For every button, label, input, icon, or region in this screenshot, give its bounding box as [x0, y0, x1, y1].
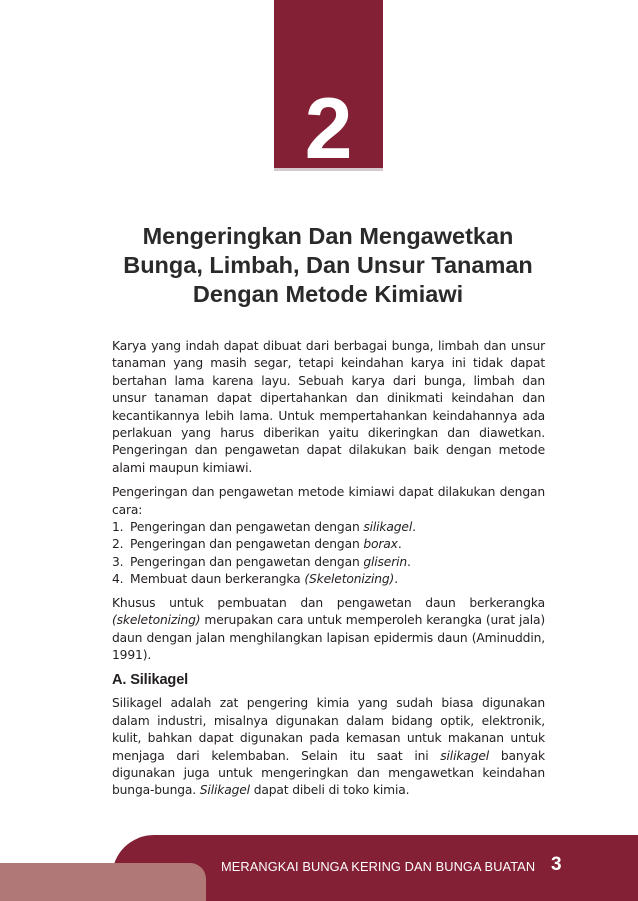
list-item — [112, 554, 545, 571]
list-item-text: Pengeringan dan pengawetan dengan — [130, 554, 364, 569]
silikagel-text-3: dapat dibeli di toko kimia. — [249, 783, 410, 798]
silikagel-text-2: banyak digunakan juga untuk mengeringkan dan mengawetkan keindahan bunga-bunga. — [112, 748, 545, 798]
list-item — [112, 536, 545, 553]
list-item-number: 2. — [112, 537, 124, 552]
chapter-title-line: Mengeringkan Dan Mengawetkan — [142, 223, 514, 249]
list-item-number: 4. — [112, 572, 124, 587]
list-item-end: . — [397, 537, 402, 552]
list-item-end: . — [394, 572, 398, 587]
footer-swatch — [0, 863, 206, 901]
silikagel-text-1: Silikagel adalah zat pengering kimia yang sudah biasa digunakan dalam industri, misalnya digunakan dalam bidang optik, elektronik, kulit, bahkan dapat digunakan pada kemasan untuk makanan untuk menjaga dari kelembaban. Selain itu saat ini — [112, 696, 545, 763]
chapter-body — [112, 338, 545, 807]
methods-list — [112, 519, 545, 589]
chapter-tab — [274, 0, 383, 177]
page-number: 3 — [551, 854, 562, 875]
silikagel-term: silikagel — [440, 748, 490, 763]
list-item-term: silikagel — [363, 520, 413, 535]
list-item-text: Pengeringan dan pengawetan dengan — [130, 520, 364, 535]
chapter-title-line: Bunga, Limbah, Dan Unsur Tanaman — [123, 252, 533, 278]
chapter-number: 2 — [304, 81, 353, 177]
list-item — [112, 519, 545, 536]
list-item-text: Pengeringan dan pengawetan dengan — [130, 537, 364, 552]
skeleton-paragraph — [112, 595, 545, 665]
list-item — [112, 571, 545, 588]
list-item-text: Membuat daun berkerangka — [130, 572, 305, 587]
skeleton-text-1: Khusus untuk pembuatan dan pengawetan daun berkerangka — [112, 595, 545, 610]
chapter-title-line: Dengan Metode Kimiawi — [192, 281, 464, 307]
list-item-number: 3. — [112, 554, 124, 569]
list-item-term: (Skeletonizing) — [304, 572, 395, 587]
methods-intro: Pengeringan dan pengawetan metode kimiawi dapat dilakukan dengan cara: — [112, 485, 545, 517]
silikagel-term: Silikagel — [199, 783, 250, 798]
list-item-end: . — [407, 554, 411, 569]
list-item-end: . — [412, 520, 416, 535]
skeleton-term: (skeletonizing) — [112, 613, 201, 628]
section-heading: A. Silikagel — [112, 672, 189, 689]
list-item-number: 1. — [112, 520, 124, 535]
footer-book-title: MERANGKAI BUNGA KERING DAN BUNGA BUATAN — [221, 859, 536, 874]
list-item-term: borax — [363, 537, 398, 552]
skeleton-text-2: merupakan cara untuk memperoleh kerangka (urat jala) daun dengan jalan menghilangkan lapisan epidermis daun (Aminuddin, 1991). — [112, 613, 545, 662]
intro-paragraph: Karya yang indah dapat dibuat dari berbagai bunga, limbah dan unsur tanaman yang masih segar, tetapi keindahan karya ini tidak dapat bertahan lama karena layu. Sebuah karya dari bunga, limbah dan unsur tanaman dapat dipertahankan dan dinikmati keindahan dan kecantikannya lebih lama. Untuk mempertahankan keindahannya ada perlakuan yang harus diberikan yaitu dikeringkan dan diawetkan. Pengeringan dan pengawetan dapat dilakukan baik dengan metode alami maupun kimiawi. — [112, 339, 545, 475]
silikagel-paragraph — [112, 695, 545, 799]
chapter-title — [96, 222, 560, 309]
list-item-term: gliserin — [363, 554, 408, 569]
